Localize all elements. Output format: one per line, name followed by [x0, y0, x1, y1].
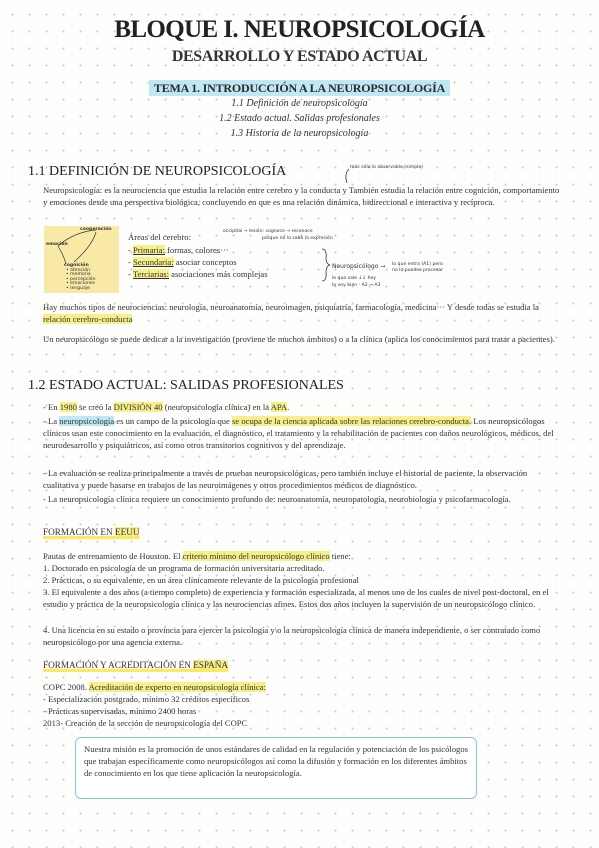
- list-item: 2. Prácticas, o su equivalente, en un área clínicamente relevante de la psicología profesional: [43, 575, 359, 585]
- highlight-criterio: criterio mínimo del neuropsicólogo clínico: [182, 551, 330, 561]
- diagram-item: • lenguaje: [66, 285, 90, 291]
- list-item: 2013- Creación de la sección de neuropsicología del COPC: [43, 718, 248, 728]
- area-terciarias: [128, 269, 268, 281]
- brain-functions-diagram: [44, 226, 119, 293]
- highlight-apa: APA: [270, 402, 288, 412]
- diagram-label-cognicion: cognición: [64, 263, 89, 268]
- area-primaria: [128, 245, 229, 257]
- highlight-relacion: relación cerebro-conducta: [43, 313, 133, 324]
- toc-item-3: 1.3 Historia de la neuropsicología: [230, 128, 369, 139]
- area-term: Terciarias:: [132, 269, 169, 279]
- handwritten-note-entrada: lo que entra (A1) pero no lo puedes procesar: [392, 262, 443, 273]
- page-subtitle: DESARROLLO Y ESTADO ACTUAL: [171, 48, 428, 65]
- handwritten-note-expresion: porque no lo sabe la expresión: [262, 236, 333, 241]
- copc-paragraph: [43, 682, 565, 694]
- areas-title: Áreas del cerebro:: [128, 232, 191, 242]
- subheading-formacion-espana: [43, 660, 228, 670]
- definition-paragraph: Neuropsicología: es la neurociencia que estudia la relación entre cerebro y la conducta y También estudia la relación entre cognición, comportamiento y emociones desde una perspectiva biológica, concluyendo en que es una relación dinámica, bidireccional e interactiva y recíproca.: [43, 185, 560, 207]
- page-title: BLOQUE I. NEUROPSICOLOGÍA: [114, 16, 485, 43]
- arrow-icon: [343, 168, 351, 184]
- subheading-text: FORMACIÓN Y ACREDITACIÓN EN: [43, 660, 194, 670]
- handwritten-note-neuropsicologo: Neuropsicólogo →: [332, 263, 386, 270]
- diagram-item: • percepción: [66, 276, 96, 282]
- mision-box: [75, 737, 477, 799]
- toc-item-1: 1.1 Definición de neuropsicología: [231, 98, 368, 109]
- area-secundaria: [128, 257, 237, 269]
- text: COPC 2008.: [43, 682, 89, 692]
- handwritten-note-salida: lo que sale ↓↓ hoy: [332, 276, 377, 281]
- text: es un campo de la psicología que: [114, 416, 233, 426]
- neuropsicologo-paragraph: Un neuropsicólogo se puede dedicar a la investigación (proviene de muchos ámbitos) o a la clínica (aplica los conocimientos para tratar a pacientes).: [43, 334, 555, 344]
- diagram-item: • memoria: [66, 272, 91, 278]
- text: .: [287, 402, 290, 412]
- bullet-division-40: [43, 402, 563, 414]
- area-prefix: -: [128, 269, 133, 279]
- area-desc: formas, colores···: [165, 245, 229, 255]
- highlight-division: DIVISIÓN 40: [113, 402, 163, 412]
- diagram-item: • atención: [66, 268, 91, 273]
- text: - La: [43, 416, 60, 426]
- neurosciences-paragraph: [43, 302, 563, 326]
- area-desc: asociar conceptos: [173, 257, 237, 267]
- highlight-year: 1980: [59, 402, 77, 412]
- highlight-espana: ESPAÑA: [193, 660, 229, 670]
- mision-text: Nuestra misión es la promoción de unos estándares de calidad en la regulación y potenciación de los psicólogos que trabajan específicamente como neuropsicólogos así como la difusión y formación en los diferentes ámbitos de conocimiento en los que tiene aplicación la neuropsicología.: [84, 744, 468, 778]
- bullet-conocimiento: - La neuropsicología clínica requiere un conocimiento profundo de: neuroanatomía, neuropatología, neurobiología y psicofarmacología.: [43, 494, 511, 504]
- neurosciences-text: Hay muchos tipos de neurociencias: neurología, neuroanatomía, neuroimagen, psiquiatría, farmacología, medicina··· Y desde todas se estudia la: [43, 302, 539, 312]
- diagram-list: [66, 269, 96, 291]
- subheading-text: FORMACIÓN EN: [43, 527, 115, 537]
- highlight-ciencia-aplicada: se ocupa de la ciencia aplicada sobre las relaciones cerebro-conducta.: [232, 416, 472, 426]
- tema-title: [0, 79, 599, 97]
- handwritten-note-occipital: occipital → lesión: cognoce → reconoce: [223, 229, 313, 234]
- text: tiene:: [329, 551, 351, 561]
- highlight-acreditacion: Acreditación de experto en neuropsicología clínica:: [88, 682, 266, 692]
- diagram-label-emocion: emoción: [46, 242, 68, 247]
- text: se creó la: [76, 402, 114, 412]
- subheading-formacion-eeuu: [43, 527, 139, 537]
- area-term: Primaria:: [133, 245, 165, 255]
- list-item: - Prácticas supervisadas, mínimo 2400 horas: [43, 706, 197, 716]
- area-term: Secundaria:: [133, 257, 174, 267]
- tema-title-text: TEMA 1. INTRODUCCIÓN A LA NEUROPSICOLOGÍA: [149, 80, 450, 96]
- diagram-item: • emociones: [66, 281, 96, 287]
- houston-paragraph: [43, 551, 565, 563]
- area-prefix: -: [128, 245, 134, 255]
- toc-item-2: 1.2 Estado actual. Salidas profesionales: [219, 113, 380, 124]
- list-item: 3. El equivalente a dos años (a tiempo completo) de experiencia y formación especializada, al menos uno de los cuales de nivel post-doctoral, en el estudio y práctica de la neuropsicología clínica y las neurociencias afines. Estos dos años incluyen la supervisión de un neuropsicólogo clínico.: [43, 587, 549, 609]
- area-desc: asociaciones más complejas: [169, 269, 268, 279]
- handwritten-note-bien: lo voy bien · A2 → A3: [332, 283, 381, 288]
- bullet-evaluacion: - La evaluación se realiza principalmente a través de pruebas neuropsicológicas, pero también incluye el historial de paciente, la observación cualitativa y puede basarse en trabajos de las neuroimágenes y otros procedimientos médicos de diagnóstico.: [43, 468, 528, 490]
- section-heading-1-2: 1.2 ESTADO ACTUAL: SALIDAS PROFESIONALES: [28, 378, 344, 393]
- text: Pautas de entrenamiento de Houston. El: [43, 551, 183, 561]
- diagram-label-cooperacion: cooperación: [80, 227, 112, 232]
- list-item: - Especialización postgrado, mínimo 32 créditos específicos: [43, 694, 250, 704]
- text: (neuropsicología clínica) en la: [162, 402, 271, 412]
- list-item: 4. Una licencia en su estado o provincia para ejercer la psicología y\o la neuropsicología clínica de manera independiente, o ser contratado como neuropsicólogo por una agencia externa.: [43, 625, 541, 647]
- brace-icon: [320, 248, 332, 282]
- highlight-neuropsicologia: neuropsicología: [59, 416, 115, 426]
- text: - En: [43, 402, 60, 412]
- bullet-neuropsicologia-campo: [43, 416, 565, 451]
- highlight-eeuu: EEUU: [114, 527, 140, 537]
- list-item: 1. Doctorado en psicología de un programa de formación universitaria acreditado.: [43, 563, 325, 573]
- handwritten-note-top: más sólo lo observable (simple): [350, 165, 424, 170]
- area-prefix: -: [128, 257, 134, 267]
- section-heading-1-1: 1.1 DEFINICIÓN DE NEUROPSICOLOGÍA: [28, 164, 287, 179]
- text: Los neuropsicólogos clínicos usan este conocimiento en la evaluación, el diagnóstico, el tratamiento y la rehabilitación de pacientes con daños neurológicos, médicos, del neurodesarrollo y psiquiátricos, así como otros transitorios cognitivos y del aprendizaje.: [43, 416, 554, 450]
